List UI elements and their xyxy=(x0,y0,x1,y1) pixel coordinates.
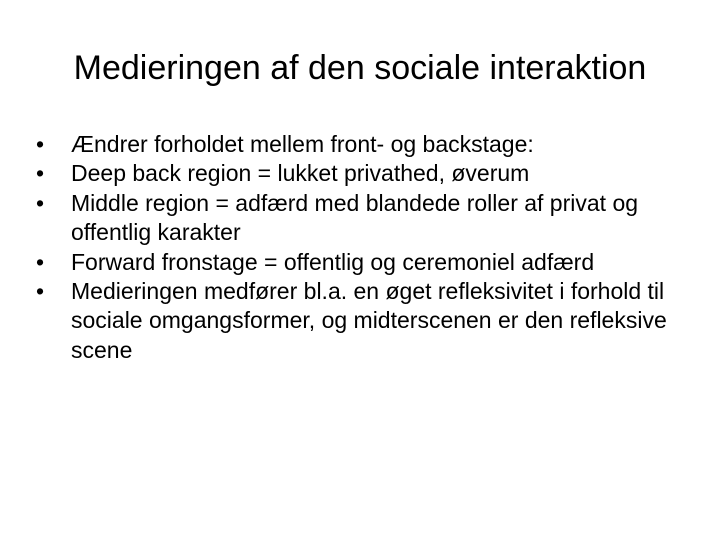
bullet-text: Medieringen medfører bl.a. en øget refleksivitet i forhold til sociale omgangsformer, og midterscenen er den refleksive scene xyxy=(71,278,667,363)
bullet-text: Ændrer forholdet mellem front- og backstage: xyxy=(71,131,534,157)
bullet-icon: • xyxy=(36,189,45,216)
bullet-text: Middle region = adfærd med blandede roller af privat og offentlig karakter xyxy=(71,189,639,246)
bullet-text: Deep back region = lukket privathed, øverum xyxy=(71,160,530,187)
bullet-text: Forward fronstage = offentlig og ceremoniel adfærd xyxy=(71,248,595,275)
bullet-icon: • xyxy=(36,131,45,157)
bullet-item xyxy=(36,189,686,248)
bullet-item xyxy=(36,277,686,365)
bullet-list xyxy=(36,130,686,365)
slide-title: Medieringen af den sociale interaktion xyxy=(73,49,647,87)
bullet-item xyxy=(36,130,686,159)
bullet-icon: • xyxy=(36,160,45,187)
bullet-icon: • xyxy=(36,248,45,275)
bullet-item xyxy=(36,159,686,188)
bullet-icon: • xyxy=(36,278,45,305)
bullet-item xyxy=(36,248,686,277)
